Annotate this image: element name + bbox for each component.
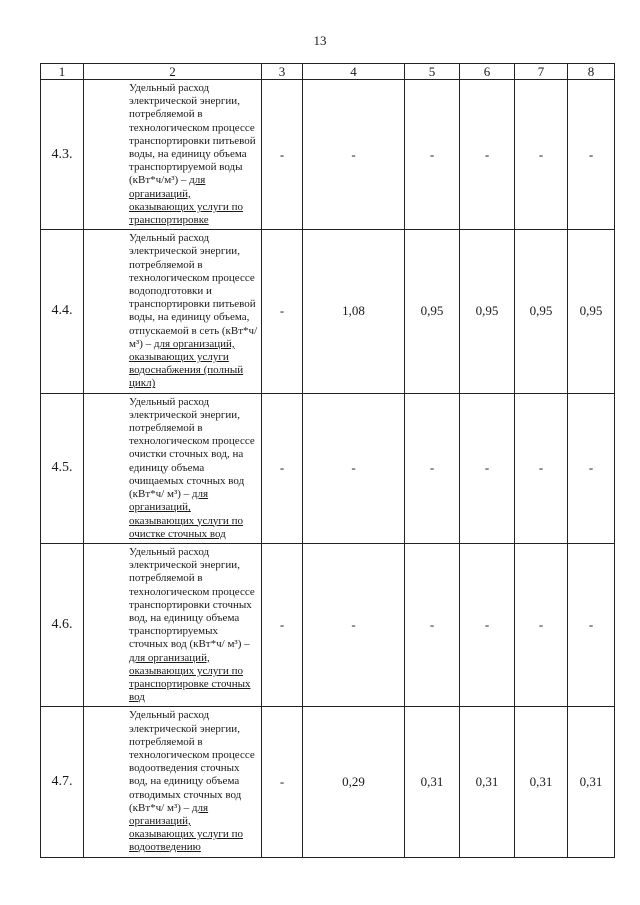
header-cell: 5 [405, 64, 460, 80]
header-cell: 3 [262, 64, 303, 80]
value-cell: - [262, 543, 303, 706]
header-cell: 8 [568, 64, 615, 80]
row-description [84, 393, 262, 543]
value-cell: - [568, 80, 615, 230]
description-organization: для организаций, оказывающих услуги водоснабжения (полный цикл) [129, 337, 244, 390]
description-organization: для организаций, оказывающих услуги по транспортировке сточных вод [129, 651, 251, 704]
value-cell: - [262, 80, 303, 230]
row-description [84, 707, 262, 857]
value-cell: - [568, 543, 615, 706]
value-cell: 0,31 [460, 707, 515, 857]
table-row [41, 543, 615, 706]
description-text: Удельный расход электрической энергии, потребляемой в технологическом процессе транспортировки сточных вод, на единицу объема транспортируемых сточных вод (кВт*ч/ м³) – [129, 545, 255, 651]
value-cell: - [262, 707, 303, 857]
value-cell: - [460, 80, 515, 230]
header-cell: 4 [303, 64, 405, 80]
table-row [41, 393, 615, 543]
row-number: 4.5. [41, 393, 84, 543]
row-number: 4.4. [41, 230, 84, 393]
description-text: Удельный расход электрической энергии, потребляемой в технологическом процессе транспортировки питьевой воды, на единицу объема транспортируемой воды (кВт*ч/м³) – [129, 82, 256, 187]
value-cell: - [515, 543, 568, 706]
table-header-row [41, 64, 615, 80]
row-description [84, 80, 262, 230]
page-number: 13 [313, 33, 327, 48]
value-cell: - [303, 393, 405, 543]
header-cell: 1 [41, 64, 84, 80]
row-description [84, 543, 262, 706]
value-cell: - [515, 80, 568, 230]
value-cell: - [515, 393, 568, 543]
value-cell: - [460, 543, 515, 706]
description-organization: для организаций, оказывающих услуги по транспортировке [129, 174, 243, 227]
row-description [84, 230, 262, 393]
value-cell: 0,95 [515, 230, 568, 393]
value-cell: - [460, 393, 515, 543]
value-cell: - [303, 543, 405, 706]
value-cell: - [262, 230, 303, 393]
value-cell: - [568, 393, 615, 543]
value-cell: 0,95 [405, 230, 460, 393]
description-organization: для организаций, оказывающих услуги по водоотведению [129, 801, 243, 854]
table-row [41, 707, 615, 857]
row-number: 4.3. [41, 80, 84, 230]
header-cell: 7 [515, 64, 568, 80]
value-cell: 0,31 [405, 707, 460, 857]
value-cell: 0,95 [460, 230, 515, 393]
value-cell: - [262, 393, 303, 543]
value-cell: 0,31 [515, 707, 568, 857]
table-row [41, 230, 615, 393]
value-cell: 0,95 [568, 230, 615, 393]
description-text: Удельный расход электрической энергии, потребляемой в технологическом процессе водоотведения сточных вод, на единицу объема отводимых сточных вод (кВт*ч/ м³) – [129, 709, 255, 814]
row-number: 4.7. [41, 707, 84, 857]
row-number: 4.6. [41, 543, 84, 706]
header-cell: 2 [84, 64, 262, 80]
description-organization: для организаций, оказывающих услуги по очистке сточных вод [129, 488, 243, 540]
value-cell: 0,29 [303, 707, 405, 857]
header-cell: 6 [460, 64, 515, 80]
value-cell: 1,08 [303, 230, 405, 393]
value-cell: - [303, 80, 405, 230]
description-text: Удельный расход электрической энергии, потребляемой в технологическом процессе водоподготовки и транспортировки питьевой воды, на единицу объема, отпускаемой в сеть (кВт*ч/м³) – [129, 232, 258, 350]
value-cell: - [405, 80, 460, 230]
value-cell: 0,31 [568, 707, 615, 857]
value-cell: - [405, 393, 460, 543]
table-row [41, 80, 615, 230]
indicators-table [40, 63, 615, 858]
value-cell: - [405, 543, 460, 706]
description-text: Удельный расход электрической энергии, потребляемой в технологическом процессе очистки сточных вод, на единицу объема очищаемых сточных вод (кВт*ч/ м³) – [129, 395, 255, 501]
